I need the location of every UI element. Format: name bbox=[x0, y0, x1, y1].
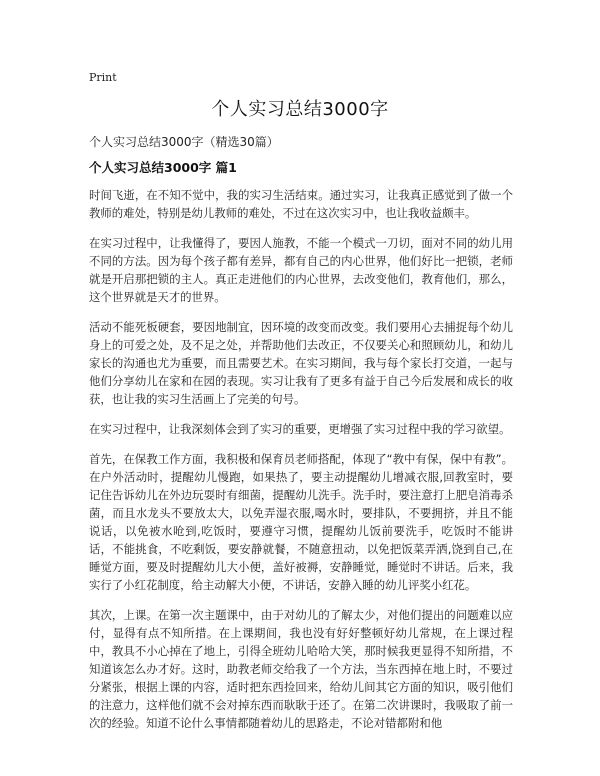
paragraph: 其次，上课。在第一次主题课中，由于对幼儿的了解太少，对他们提出的问题难以应付，显得有点不知所措。在上课期间，我也没有好好整顿好幼儿常规，在上课过程中，教具不小心掉在了地上，引得全班幼儿哈哈大笑，那时候我更显得不知所措，不知道该怎么办才好。这时，助教老师交给我了一个方法，当东西掉在地上时，不要过分紧张，根据上课的内容，适时把东西捡回来，给幼儿间其它方面的知识，吸引他们的注意力，这样他们就不会对掉东西而耿耿于还了。在第二次讲课时，我吸取了前一次的经验。知道不论什么事情都随着幼儿的思路走，不论对错都附和他 bbox=[89, 608, 513, 730]
document-body bbox=[89, 186, 513, 744]
paragraph: 在实习过程中，让我懂得了，要因人施教，不能一个模式一刀切，面对不同的幼儿用不同的方法。因为每个孩子都有差异，都有自己的内心世界，他们好比一把锁，老师就是开启那把锁的主人。真正走进他们的内心世界，去改变他们，教育他们，那么，这个世界就是天才的世界。 bbox=[89, 236, 513, 304]
print-label: Print bbox=[89, 71, 117, 84]
paragraph: 首先，在保教工作方面，我积极和保育员老师搭配，体现了“教中有保，保中有教”。在户外活动时，提醒幼儿慢跑，如果热了，要主动提醒幼儿增减衣服,回教室时，要记住告诉幼儿在外边玩耍时有细菌，提醒幼儿洗手。洗手时，要注意打上肥皂消毒杀菌，而且水龙头不要放太大，以免弄湿衣服,喝水时，要排队，不要拥挤，并且不能说话，以免被水呛到,吃饭时，要遵守习惯，提醒幼儿饭前要洗手，吃饭时不能讲话，不能挑食，不吃剩饭，要安静就餐，不随意扭动，以免把饭菜弄洒,饶到自己,在睡觉方面，要及时提醒幼儿大小便，盖好被褥，安静睡觉，睡觉时不讲话。后来，我实行了小红花制度，给主动解大小便，不讲话，安静入睡的幼儿评奖小红花。 bbox=[89, 452, 513, 592]
paragraph: 在实习过程中，让我深刻体会到了实习的重要，更增强了实习过程中我的学习欲望。 bbox=[89, 422, 511, 436]
paragraph: 时间飞逝，在不知不觉中，我的实习生活结束。通过实习，让我真正感觉到了做一个教师的难处，特别是幼儿教师的难处，不过在这次实习中，也让我收益颇丰。 bbox=[89, 188, 513, 220]
document-subtitle: 个人实习总结3000字（精选30篇） bbox=[89, 135, 279, 149]
section-heading: 个人实习总结3000字 篇1 bbox=[89, 160, 237, 175]
paragraph: 活动不能死板硬套，要因地制宜，因环境的改变而改变。我们要用心去捕捉每个幼儿身上的可爱之处，及不足之处，并帮助他们去改正，不仅要关心和照顾幼儿，和幼儿家长的沟通也尤为重要，而且需要艺术。在实习期间，我与每个家长打交道，一起与他们分享幼儿在家和在园的表现。实习让我有了更多有益于自己今后发展和成长的收获，也让我的实习生活画上了完美的句号。 bbox=[89, 320, 513, 406]
document-title: 个人实习总结3000字 bbox=[211, 99, 389, 120]
